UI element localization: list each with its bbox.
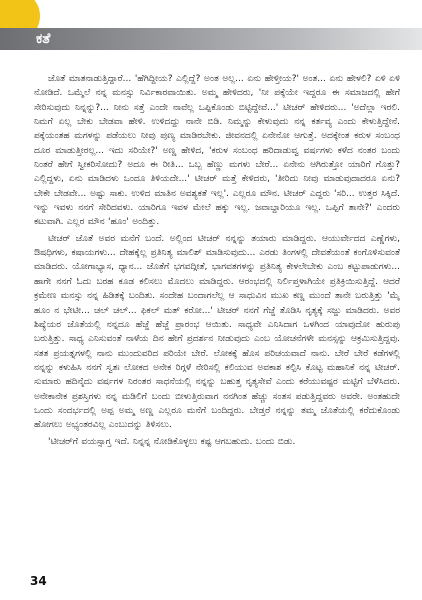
- paragraph-3: 'ಟೀಚರ್‌ಗೆ ವಯಸ್ಸಾಗ್ತ ಇದೆ. ನಿನ್ನನ್ನ ನೋಡಿಕೊಳ್ಳಲು ಕಷ್ಟ ಆಗಬಹುದು. ಬಂದು ಬಿಡು.: [48, 436, 296, 447]
- header-band: [0, 28, 422, 50]
- paragraph-2: ಟೀಚರ್ ಜೊತೆ ಅವರ ಮನೆಗೆ ಬಂದೆ. ಅಲ್ಲಿಂದ ಟೀಚರ್ ನನ್ನನ್ನು ತಯಾರು ಮಾಡಿದ್ದರು. ಆಯುರ್ವೇದದ ಎಣ್ಣೆಗಳು, ಔಷಧಿಗಳು, ಕಷಾಯಗಳು... ದೇಹಕ್ಕೆಲ್ಲ ಪ್ರತಿನಿತ್ಯ ಮಾಲಿಶ್ ಮಾಡಿಸುವುದು... ಎರಡು ತಿಂಗಳಲ್ಲಿ ದೇವತೆಯಂತೆ ಕಂಗೊಳಿಸುವಂತೆ ಮಾಡಿದರು. ಯೋಗಾಭ್ಯಾಸ, ಧ್ಯಾನ... ಜೊತೆಗೆ ಭಗವದ್ಗೀತೆ, ಭಾಗವತಗಳನ್ನು ಪ್ರತಿನಿತ್ಯ ಕೇಳಲೇಬೇಕು ಎಂಬ ಕಟ್ಟುಪಾಡುಗಳು... ಹಾಗೇ ನನಗೆ ಓದು ಬರಹ ಕೂಡ ಕಲಿಸಲು ಮೊದಲು ಮಾಡಿದ್ದರು. ಆರಂಭದಲ್ಲಿ ನಿರ್ಲಿಪ್ತಳಾಗಿಯೇ ಪ್ರತಿಕ್ರಿಯಿಸುತ್ತಿದ್ದೆ. ಆದರೆ ಕ್ರಮೇಣ ಮನಸ್ಸು ನನ್ನ ಹಿಡಿತಕ್ಕೆ ಬಂದಿತು. ಸಂದೇಹ ಬಂದಾಗಲೆಲ್ಲ ಆ ಸಾಧುವಿನ ಮುಖ ಕಣ್ಣ ಮುಂದೆ ತಾನೇ ಬರುತ್ತಿತ್ತು 'ಮೈ ಹೂಂ ನ ಭೇಟೀ... ಚಲ್ ಚಲ್... ಫಿಕಲ್ ಮತ್ ಕರೋ...' ಟೀಚರ್ ನನಗೆ ಗೆಜ್ಜೆ ತೊಡಿಸಿ ನೃತ್ಯಕ್ಕೆ ಸಜ್ಜು ಮಾಡಿದರು. ಅವರ ಶಿಷ್ಯೆಯರ ಜೊತೆಯಲ್ಲಿ ನನ್ನದೂ ಹೆಜ್ಜೆ ಹೆಜ್ಜೆ ಪ್ರಾರಂಭ ಆಯಿತು. ಸಾಧ್ಯವೇ ಎನಿಸಿದಾಗ ಒಳಗಿಂದ ಯಾವುದೋ ಹುರುಪು ಬರುತ್ತಿತ್ತು. ಸಾಧ್ಯ ಎನಿಸುವಂತೆ ನಾಳೆಯ ದಿನ ಹೇಗೆ ಪ್ರದರ್ಶನ ನೀಡುವುದು ಎಂಬ ಯೋಚನೆಗಳೇ ಮನಸ್ಸನ್ನು ಆಕ್ರಮಿಸುತ್ತಿದ್ದವು. ಸತತ ಪ್ರಯತ್ನಗಳಲ್ಲಿ ನಾನು ಮುಂದುವರಿದ ಪರಿಯೇ ಬೇರೆ. ಲೋಕಕ್ಕೆ ಹೊಸ ಪರಿಚಯವಾದೆ ನಾನು. ಬೇರೆ ಬೇರೆ ಕಡೆಗಳಲ್ಲಿ ನನ್ನನ್ನು ಕಳುಹಿಸಿ ನನಗೆ ಸ್ವತಃ ಲೋಕದ ಅನೇಕ ರಿಗ್ಗಳೆ ನೇರಿಸಲ್ಲಿ ಕಲಿಯುವ ಅವಕಾಶ ಕಲ್ಪಿಸಿ ಕೊಟ್ಟ ಮಹಾನಿಕೆ ನನ್ನ ಟೀಚರ್. ಸುಮಾರು ಹದಿನೈದು ವರ್ಷಗಳ ನಿರಂತರ ಸಾಧನೆಯಲ್ಲಿ ನನ್ನನ್ನು ಬಹುತ್ತ ನೃತ್ಯಸೇವೆ ಎಂದು ಕರೆಯುವಷ್ಟರ ಮಟ್ಟಿಗೆ ಬೆಳೆಸಿದರು. ಅನೇಕಾನೇಕ ಪ್ರಶಸ್ತಿಗಳು ನನ್ನ ಮಡಿಲಿಗೆ ಬಂದು ಬೀಳುತ್ತಿರುವಾಗ ನನಗಿಂತ ಹೆಚ್ಚು ಸಂತಸ ಪಡುತ್ತಿದ್ದವರು ಅವರೇ. ಅಂತಹುದೇ ಒಂದು ಸಂದರ್ಭದಲ್ಲಿ ಅಪ್ಪ ಅಮ್ಮ ಅಣ್ಣ ಎಲ್ಲರೂ ಮನೆಗೆ ಬಂದಿದ್ದರು. ಬೇಡ್ತರೆ ನನ್ನನ್ನು ತಮ್ಮ ಜೊತೆಯಲ್ಲಿ ಕರೆದುಕೊಂಡು ಹೋಗಲು ಅಭ್ಯಂತರವಿಲ್ಲ ಎಂಬುದನ್ನು ತಿಳಿಸಲು.: [34, 233, 400, 431]
- page-number: 34: [30, 574, 47, 588]
- paragraph-1: ಜೊತೆ ಮಾತನಾಡುತ್ತಿದ್ದಾರೆ... 'ಹೆಗಿದ್ದೀಯ? ಎಲ್ಲಿದ್ದೆ? ಅಂತ ಅಲ್ಲ... ಏನು ಹೇಳ್ತೀಯ?' ಅಂತ... ಏನು ಹೇಳಲಿ? ಏಳಿ ಏಳಿ ನೋಡಿದೆ. ಒಮ್ಮೆಲೆ ನನ್ನ ಮನಸ್ಸು ನಿರ್ವಿಕಾರವಾಯಿತು. ಅಮ್ಮ ಹೇಳಿದರು, 'ನೀ ಪಕ್ಕೆಯೇ ಇದ್ದರೂ ಈ ಸಮಾಜದಲ್ಲಿ ಹೇಗೆ ಸೇರಿಸುವುದು ನಿನ್ನನ್ನು?... ನೀನು ಸತ್ತೆ ಎಂದೇ ನಾವೆಲ್ಲ ಒಪ್ಪಿಕೊಂಡು ಬಿಟ್ಟಿದ್ದೇವೆ...' ಟೀಚರ್ ಹೇಳಿದರು... 'ಅದೆಲ್ಲಾ ಇರಲಿ. ನಿಮಗೆ ಏಲ್ಲ ಬೇಕು ಬೇಡವಾ ಹೇಳಿ. ಉಳಿದದ್ದು ನಾನೇ ಬಿಡಿ. ನಿಮ್ಮನ್ನು ಕೇಳುವುದು ನನ್ನ ಕರ್ತವ್ಯ ಎಂದು ಕೇಳುತ್ತಿದ್ದೇನೆ. ಪಕ್ಕೆಯಂತಹ ಮಗಳನ್ನು ಪಡೆಯಲು ನೀವು ಪುಣ್ಯ ಮಾಡಿರಬೇಕು. ಜೀವನದಲ್ಲಿ ಏನೇನೋ ಆಗುತ್ತೆ. ಅದಕ್ಕೇಂತ ಕರುಳ ಸಂಬಂಧ ದೂರ ಮಾಡುತ್ತೀರಲ್ಲ... ಇದು ಸರಿಯೇ?' ಅಣ್ಣ ಹೇಳಿದ, 'ಕರುಳ ಸಂಬಂಧ ಹರಿದಾಡುವ್ವ ವರ್ಷಗಳು ಕಳೆದ ನಂತರ ಬಂದು ನಿಂತರೆ ಹೇಗೆ ಸ್ವೀಕರಿಸೋದು? ಅದೂ ಈ ರೀತಿ... ಒಬ್ಬ ಹೆಣ್ಣು ಮಗಳು ಬೇರೆ... ಏನೇನು ಆಗಿರುತ್ತೋ ಯಾರಿಗೆ ಗೊತ್ತು? ಎಲ್ಲಿದ್ದಳು, ಏನು ಮಾಡಿದಳು ಒಂದೂ ತಿಳಿಯದೇ...' ಟೀಚರ್ ಮತ್ತೆ ಕೇಳಿದರು, 'ತೀರಿದು ನೀವು ಮಾಡುವುದಾದರೂ ಏನು? ಬೇಕೇ ಬೇಡವೇ... ಅಷ್ಟು ಸಾಕು. ಉಳಿದ ಮಾತಿನ ಅವಶ್ಯಕತೆ ಇಲ್ಲ'. ಎಲ್ಲರೂ ಮೌನ. ಟೀಚರ್ ಎದ್ದರು 'ಸರಿ... ಉತ್ತರ ಸಿಕ್ಕಿದೆ. ಇನ್ನು ಇವಳು ನನಗೆ ಸೇರಿದವಳು. ಯಾರಿಗೂ ಇವಳ ಮೇಲೆ ಹಕ್ಕು ಇಲ್ಲ. ಜವಾಬ್ದಾರಿಯೂ ಇಲ್ಲ. ಒಪ್ಪಿಗೆ ತಾನೇ?' ಎಂದರು ಕಟುವಾಗಿ. ಎಲ್ಲರ ಮೌನ 'ಹೂಂ' ಅಂದಿತ್ತು.: [34, 74, 400, 228]
- story-body: [34, 72, 400, 558]
- section-title: ಕತೆ: [36, 31, 51, 47]
